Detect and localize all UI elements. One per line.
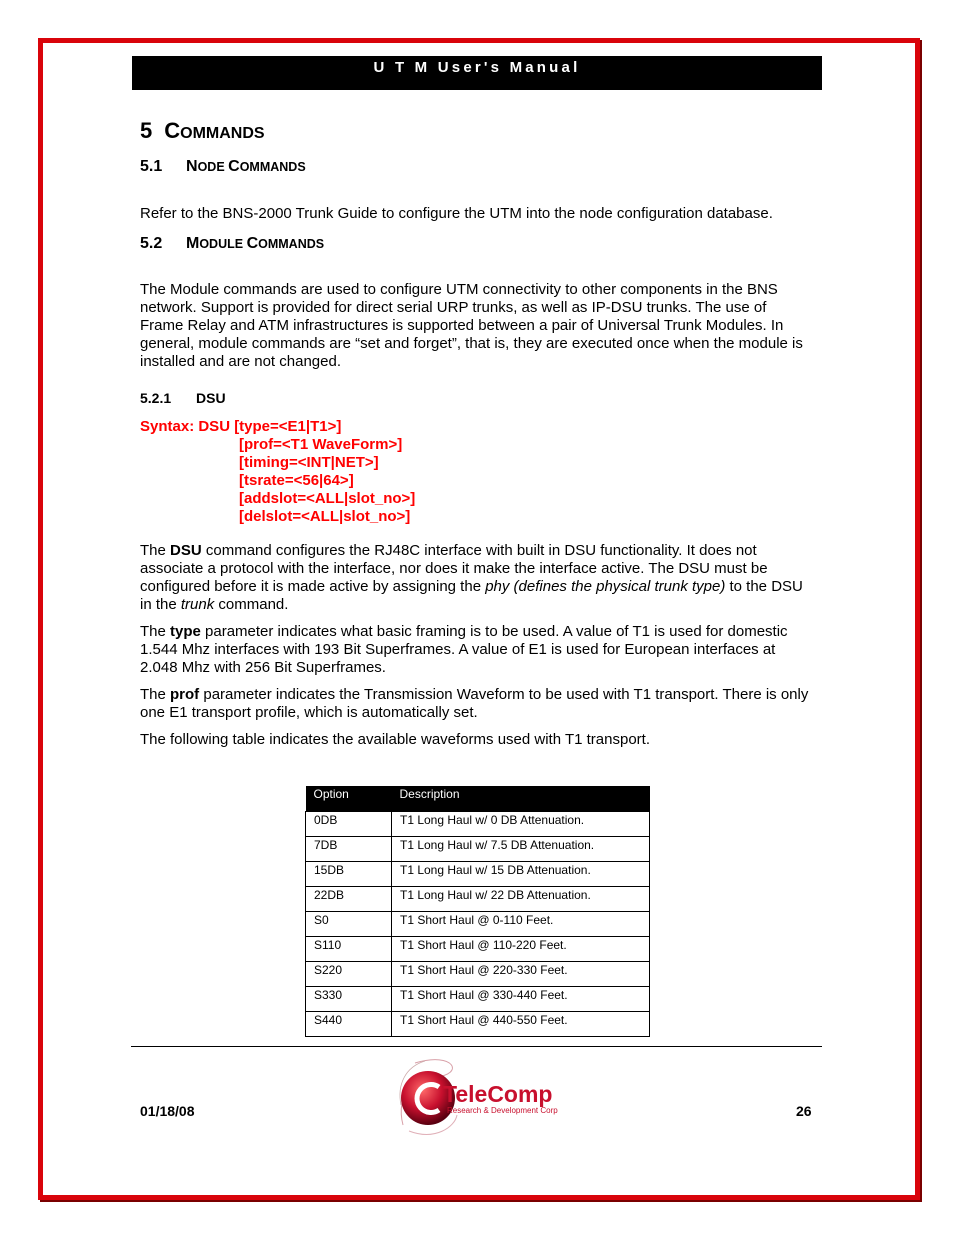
description-cell: T1 Long Haul w/ 0 DB Attenuation. — [392, 812, 650, 837]
dsu-paragraph: The DSU command configures the RJ48C interface with built in DSU functionality. It does not associate a protocol with the interface, nor does it make the interface active. The DSU must be configured before it is made active by assigning the phy (defines the physical trunk type) to the DSU in the trunk command. — [140, 542, 803, 613]
subsection-heading-module: 5.2 MODULE COMMANDS — [140, 235, 325, 252]
table-row — [306, 937, 650, 962]
option-cell: S0 — [306, 912, 392, 937]
syntax-line: [tsrate=<56|64>] — [239, 472, 354, 489]
dsu-syntax-block — [140, 418, 415, 526]
description-cell: T1 Short Haul @ 440-550 Feet. — [392, 1012, 650, 1037]
table-header-row — [306, 786, 650, 812]
waveform-table — [305, 786, 650, 1037]
telecomp-logo — [395, 1055, 580, 1140]
syntax-line: [timing=<INT|NET>] — [239, 454, 379, 471]
table-row — [306, 1012, 650, 1037]
option-cell: S110 — [306, 937, 392, 962]
option-cell: S330 — [306, 987, 392, 1012]
logo-subtitle: Research & Development Corp — [447, 1106, 558, 1115]
table-row — [306, 812, 650, 837]
description-cell: T1 Short Haul @ 330-440 Feet. — [392, 987, 650, 1012]
table-row — [306, 912, 650, 937]
prof-paragraph: The prof parameter indicates the Transmission Waveform to be used with T1 transport. There is only one E1 transport profile, which is automatically set. — [140, 686, 809, 721]
syntax-line: [prof=<T1 WaveForm>] — [239, 436, 403, 453]
table-intro-paragraph: The following table indicates the available waveforms used with T1 transport. — [140, 731, 650, 748]
module-paragraph: The Module commands are used to configure UTM connectivity to other components in the BNS network. Support is provided for direct serial URP trunks, as well as IP-DSU trunks. The use of Frame Relay and ATM infrastructures is supported between a pair of Universal Trunk Modules. In general, module commands are “set and forget”, that is, they are executed once when the module is installed and are not changed. — [140, 281, 803, 370]
syntax-line: Syntax: DSU [type=<E1|T1>] — [140, 418, 342, 435]
logo-wordmark: TeleComp — [443, 1081, 553, 1107]
node-paragraph: Refer to the BNS-2000 Trunk Guide to configure the UTM into the node configuration database. — [140, 205, 773, 222]
table-row — [306, 987, 650, 1012]
description-cell: T1 Long Haul w/ 15 DB Attenuation. — [392, 862, 650, 887]
description-cell: T1 Short Haul @ 0-110 Feet. — [392, 912, 650, 937]
option-cell: 22DB — [306, 887, 392, 912]
column-header-option: Option — [306, 786, 392, 812]
section-number: 5 — [140, 118, 153, 143]
option-cell: 0DB — [306, 812, 392, 837]
description-cell: T1 Short Haul @ 220-330 Feet. — [392, 962, 650, 987]
syntax-line: [delslot=<ALL|slot_no>] — [239, 508, 411, 525]
table-row — [306, 862, 650, 887]
running-header: U T M User's Manual — [132, 56, 822, 90]
table-row — [306, 962, 650, 987]
option-cell: 15DB — [306, 862, 392, 887]
table-row — [306, 887, 650, 912]
description-cell: T1 Short Haul @ 110-220 Feet. — [392, 937, 650, 962]
type-paragraph: The type parameter indicates what basic framing is to be used. A value of T1 is used for domestic 1.544 Mhz interfaces with 193 Bit Superframes. A value of E1 is used for European interfaces at 2.048 Mhz with 256 Bit Superframes. — [140, 623, 788, 676]
option-cell: S220 — [306, 962, 392, 987]
page-number: 26 — [796, 1103, 812, 1119]
description-cell: T1 Long Haul w/ 22 DB Attenuation. — [392, 887, 650, 912]
footer-divider — [131, 1046, 822, 1047]
description-cell: T1 Long Haul w/ 7.5 DB Attenuation. — [392, 837, 650, 862]
section-heading: 5 COMMANDS — [140, 118, 265, 143]
footer-date: 01/18/08 — [140, 1103, 195, 1119]
table-row — [306, 837, 650, 862]
option-cell: 7DB — [306, 837, 392, 862]
option-cell: S440 — [306, 1012, 392, 1037]
subsubsection-heading-dsu: 5.2.1 DSU — [140, 390, 226, 406]
subsection-heading-node: 5.1 NODE COMMANDS — [140, 158, 306, 175]
column-header-description: Description — [392, 786, 650, 812]
syntax-line: [addslot=<ALL|slot_no>] — [239, 490, 416, 507]
